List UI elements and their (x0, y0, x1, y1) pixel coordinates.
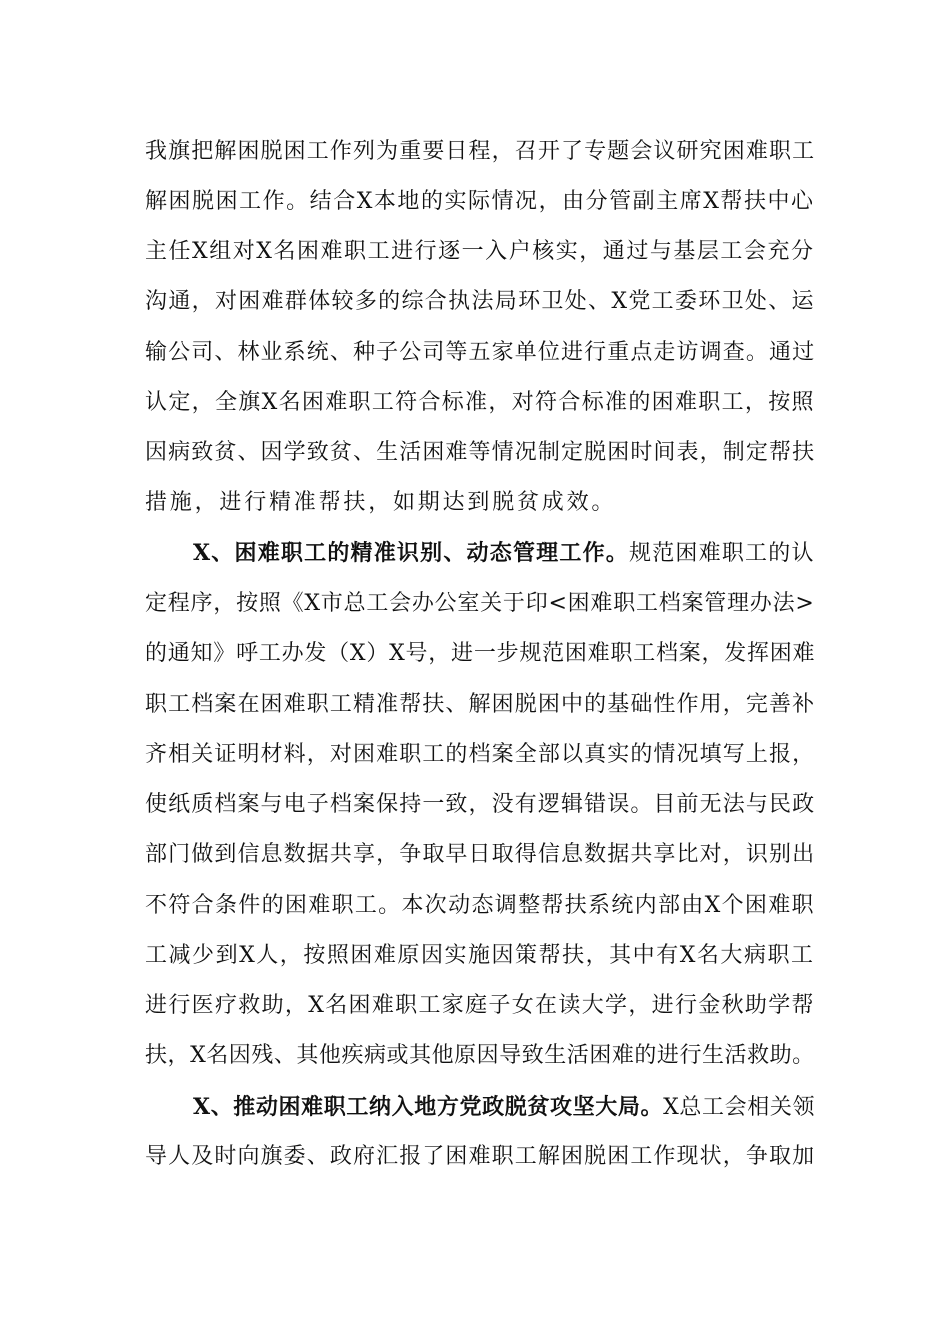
paragraph-1-line-2: 解困脱困工作。结合X本地的实际情况，由分管副主席X帮扶中心 (145, 189, 815, 214)
paragraph-1-line-6: 认定，全旗X名困难职工符合标准，对符合标准的困难职工，按照 (145, 390, 815, 415)
paragraph-2-line-2: 定程序，按照《X市总工会办公室关于印<困难职工档案管理办法> (145, 591, 815, 616)
paragraph-2-line-11: 扶，X名因残、其他疾病或其他原因导致生活困难的进行生活救助。 (145, 1043, 815, 1068)
paragraph-2-line-7: 部门做到信息数据共享，争取早日取得信息数据共享比对，识别出 (145, 842, 816, 867)
paragraph-3-line-2: 导人及时向旗委、政府汇报了困难职工解困脱困工作现状，争取加 (145, 1144, 816, 1169)
paragraph-2-first-line-text: 规范困难职工的认 (629, 541, 815, 566)
paragraph-2-line-4: 职工档案在困难职工精准帮扶、解困脱困中的基础性作用，完善补 (145, 692, 816, 717)
paragraph-2-first-line (193, 538, 815, 569)
paragraph-3-first-line (193, 1092, 815, 1123)
paragraph-2-line-9: 工减少到X人，按照困难原因实施因策帮扶，其中有X名大病职工 (145, 943, 815, 968)
section-heading: X、困难职工的精准识别、动态管理工作。 (193, 540, 630, 566)
paragraph-2-line-3: 的通知》呼工办发（X）X号，进一步规范困难职工档案，发挥困难 (145, 641, 816, 666)
paragraph-1-line-4: 沟通，对困难群体较多的综合执法局环卫处、X党工委环卫处、运 (145, 289, 815, 314)
paragraph-1-line-1: 我旗把解困脱困工作列为重要日程，召开了专题会议研究困难职工 (145, 139, 816, 164)
section-heading: X、推动困难职工纳入地方党政脱贫攻坚大局。 (193, 1094, 664, 1120)
paragraph-1-line-5: 输公司、林业系统、种子公司等五家单位进行重点走访调查。通过 (145, 340, 816, 365)
paragraph-1-line-8: 措施，进行精准帮扶，如期达到脱贫成效。 (145, 490, 617, 515)
paragraph-1-line-7: 因病致贫、因学致贫、生活困难等情况制定脱困时间表，制定帮扶 (145, 440, 816, 465)
paragraph-2-line-8: 不符合条件的困难职工。本次动态调整帮扶系统内部由X个困难职 (145, 893, 815, 918)
paragraph-2-line-5: 齐相关证明材料，对困难职工的档案全部以真实的情况填写上报， (145, 742, 816, 767)
paragraph-2-line-6: 使纸质档案与电子档案保持一致，没有逻辑错误。目前无法与民政 (145, 792, 816, 817)
paragraph-2-line-10: 进行医疗救助，X名困难职工家庭子女在读大学，进行金秋助学帮 (145, 993, 815, 1018)
paragraph-3-first-line-text: X总工会相关领 (663, 1095, 816, 1120)
paragraph-1-line-3: 主任X组对X名困难职工进行逐一入户核实，通过与基层工会充分 (145, 239, 815, 264)
